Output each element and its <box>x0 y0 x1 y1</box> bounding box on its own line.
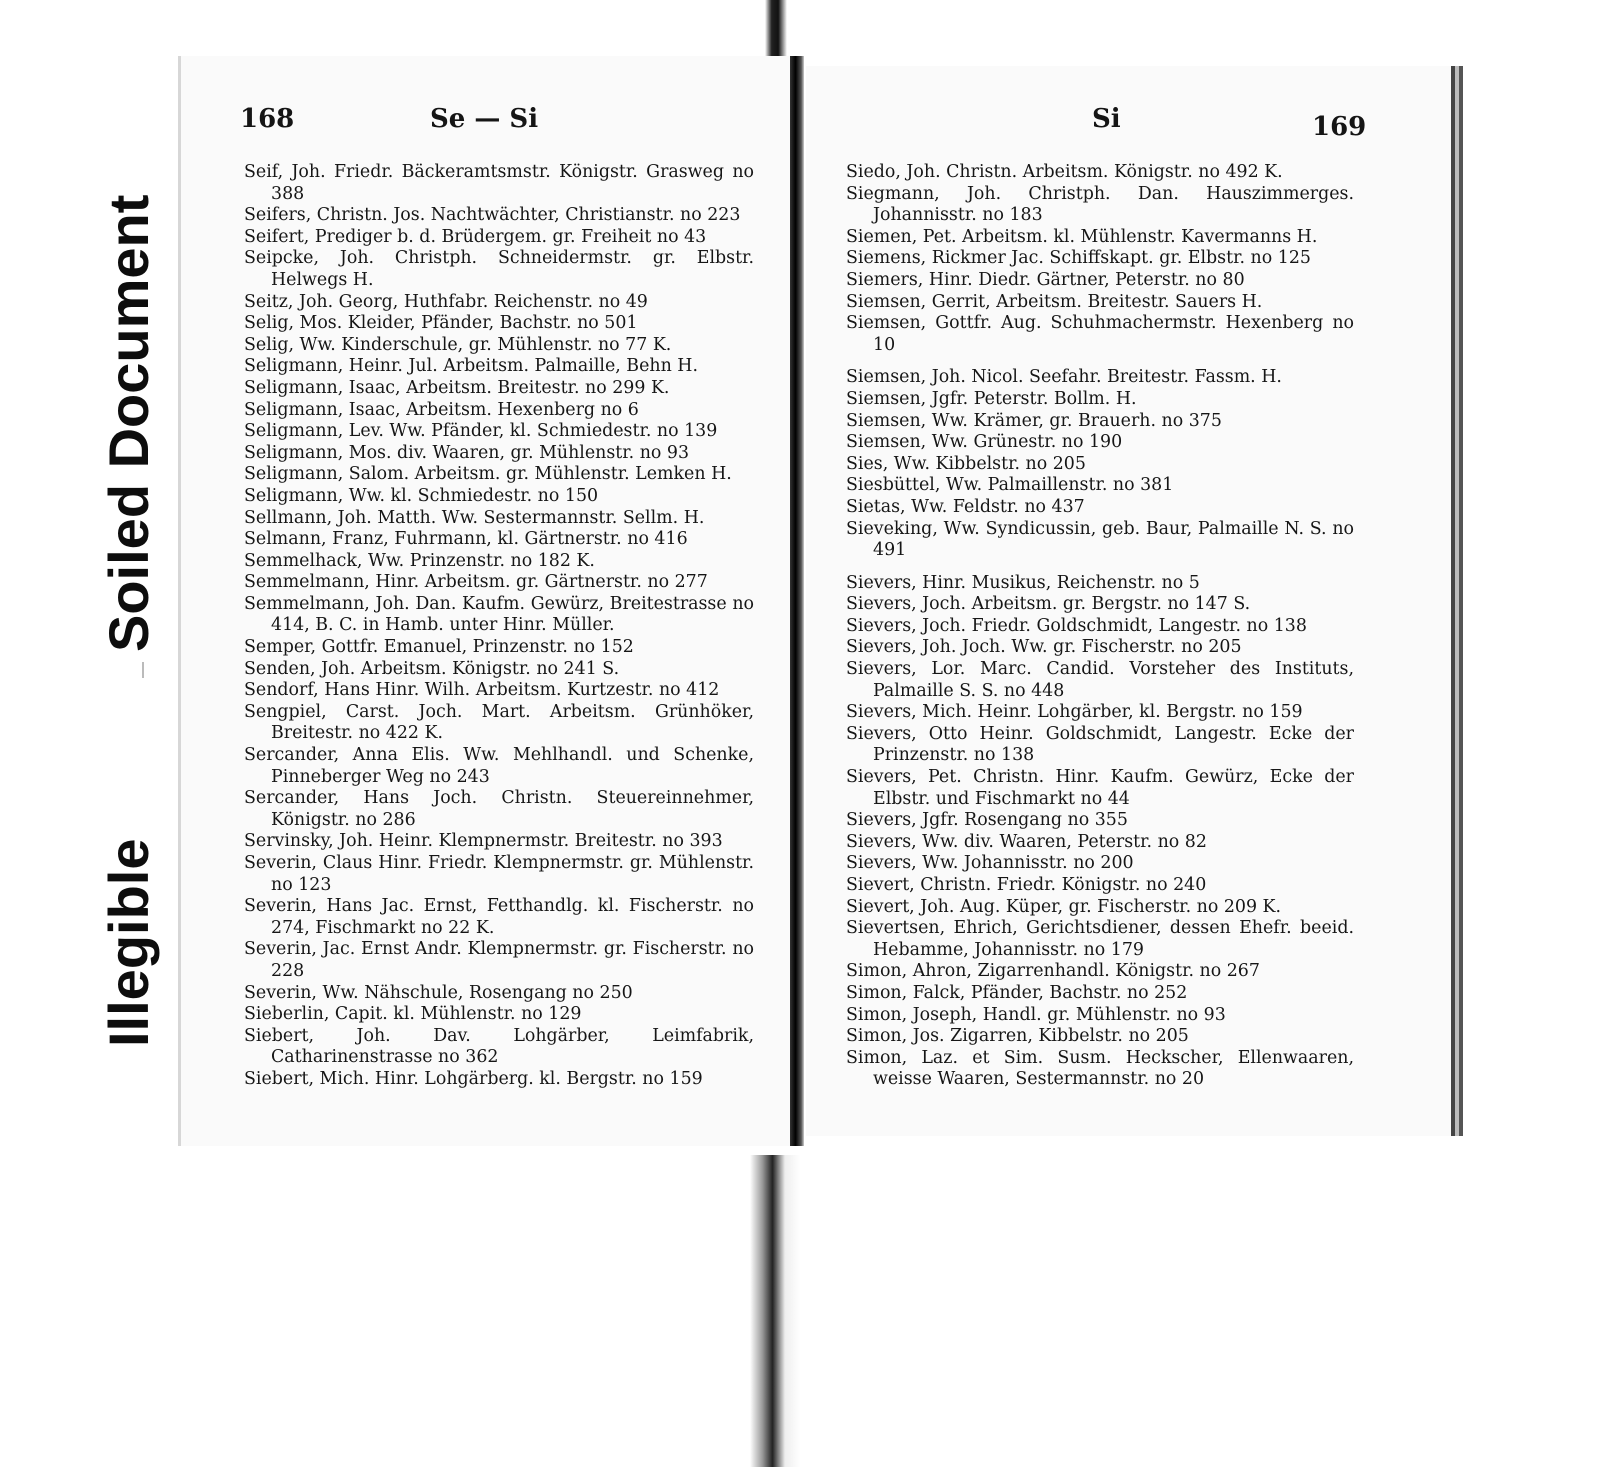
directory-entry: Seifers, Christn. Jos. Nachtwächter, Christianstr. no 223 <box>244 205 741 226</box>
binding-bottom <box>750 1155 800 1467</box>
directory-entry: Sietas, Ww. Feldstr. no 437 <box>846 496 1085 517</box>
directory-entry: Siemsen, Ww. Krämer, gr. Brauerh. no 375 <box>846 410 1222 431</box>
directory-entry: Sies, Ww. Kibbelstr. no 205 <box>846 453 1086 474</box>
directory-entry: Selmann, Franz, Fuhrmann, kl. Gärtnerstr. no 416 <box>244 529 688 550</box>
directory-entry: Seligmann, Lev. Ww. Pfänder, kl. Schmiedestr. no 139 <box>244 421 718 442</box>
directory-entry: Semmelmann, Joh. Dan. Kaufm. Gewürz, Breitestrasse no 414, B. C. in Hamb. unter Hinr. Müller. <box>244 593 754 636</box>
directory-entry: Siedo, Joh. Christn. Arbeitsm. Königstr. no 492 K. <box>846 162 1283 182</box>
directory-entry: Semmelhack, Ww. Prinzenstr. no 182 K. <box>244 550 595 571</box>
directory-entry: Simon, Joseph, Handl. gr. Mühlenstr. no 93 <box>846 1004 1226 1025</box>
directory-entry: Siemsen, Ww. Grünestr. no 190 <box>846 432 1123 453</box>
directory-entry: Sievers, Ww. Johannisstr. no 200 <box>846 853 1134 874</box>
directory-entry: Seligmann, Isaac, Arbeitsm. Breitestr. no 299 K. <box>244 377 670 398</box>
left-page-number: 168 <box>240 104 295 134</box>
left-running-head: Se — Si <box>430 104 539 134</box>
directory-entry: Sievers, Mich. Heinr. Lohgärber, kl. Bergstr. no 159 <box>846 702 1303 723</box>
stamp-divider <box>142 662 144 678</box>
directory-entry: Seifert, Prediger b. d. Brüdergem. gr. Freiheit no 43 <box>244 226 707 247</box>
directory-entry: Siemsen, Gerrit, Arbeitsm. Breitestr. Sauers H. <box>846 291 1263 312</box>
directory-entry: Siemers, Hinr. Diedr. Gärtner, Peterstr. no 80 <box>846 269 1245 290</box>
directory-entry: Siebert, Joh. Dav. Lohgärber, Leimfabrik, Catharinenstrasse no 362 <box>244 1025 754 1068</box>
directory-entry: Siegmann, Joh. Christph. Dan. Hauszimmerges. Johannisstr. no 183 <box>846 183 1354 226</box>
directory-entry: Sieberlin, Capit. kl. Mühlenstr. no 129 <box>244 1004 582 1025</box>
left-directory-entries <box>244 162 754 1091</box>
directory-entry: Siemen, Pet. Arbeitsm. kl. Mühlenstr. Kavermanns H. <box>846 226 1318 247</box>
right-directory-entries <box>846 162 1354 1091</box>
directory-entry: Severin, Jac. Ernst Andr. Klempnermstr. gr. Fischerstr. no 228 <box>244 939 754 981</box>
directory-entry: Seipcke, Joh. Christph. Schneidermstr. gr. Elbstr. Helwegs H. <box>244 248 754 290</box>
directory-entry: Siebert, Mich. Hinr. Lohgärberg. kl. Bergstr. no 159 <box>244 1068 703 1089</box>
directory-entry: Sievertsen, Ehrich, Gerichtsdiener, dessen Ehefr. beeid. Hebamme, Johannisstr. no 179 <box>846 918 1354 960</box>
directory-entry: Sievers, Joch. Arbeitsm. gr. Bergstr. no 147 S. <box>846 594 1251 615</box>
directory-entry: Sercander, Hans Joch. Christn. Steuereinnehmer, Königstr. no 286 <box>244 788 754 830</box>
directory-entry: Sievers, Pet. Christn. Hinr. Kaufm. Gewürz, Ecke der Elbstr. und Fischmarkt no 44 <box>846 767 1354 809</box>
directory-entry: Simon, Jos. Zigarren, Kibbelstr. no 205 <box>846 1026 1189 1047</box>
directory-entry: Senden, Joh. Arbeitsm. Königstr. no 241 S. <box>244 658 620 679</box>
directory-entry: Sieveking, Ww. Syndicussin, geb. Baur, Palmaille N. S. no 491 <box>846 518 1354 561</box>
directory-entry: Siesbüttel, Ww. Palmaillenstr. no 381 <box>846 475 1174 496</box>
directory-entry: Severin, Claus Hinr. Friedr. Klempnermstr. gr. Mühlenstr. no 123 <box>244 853 754 895</box>
directory-entry: Severin, Ww. Nähschule, Rosengang no 250 <box>244 982 633 1003</box>
directory-entry: Simon, Ahron, Zigarrenhandl. Königstr. no 267 <box>846 961 1260 982</box>
directory-entry: Seligmann, Salom. Arbeitsm. gr. Mühlenstr. Lemken H. <box>244 464 732 485</box>
directory-entry: Sendorf, Hans Hinr. Wilh. Arbeitsm. Kurtzestr. no 412 <box>244 680 720 701</box>
directory-entry: Seitz, Joh. Georg, Huthfabr. Reichenstr. no 49 <box>244 291 648 312</box>
directory-entry: Sievers, Ww. div. Waaren, Peterstr. no 82 <box>846 831 1207 852</box>
directory-entry: Seif, Joh. Friedr. Bäckeramtsmstr. Königstr. Grasweg no 388 <box>244 162 754 204</box>
directory-entry: Sievers, Otto Heinr. Goldschmidt, Langestr. Ecke der Prinzenstr. no 138 <box>846 723 1354 766</box>
right-page-number: 169 <box>1312 112 1367 142</box>
illegible-label: Illegible <box>97 838 160 1047</box>
directory-entry: Siemens, Rickmer Jac. Schiffskapt. gr. Elbstr. no 125 <box>846 248 1311 269</box>
directory-entry: Servinsky, Joh. Heinr. Klempnermstr. Breitestr. no 393 <box>244 831 723 852</box>
directory-entry: Seligmann, Heinr. Jul. Arbeitsm. Palmaille, Behn H. <box>244 356 698 377</box>
directory-entry: Selig, Mos. Kleider, Pfänder, Bachstr. no 501 <box>244 313 638 334</box>
directory-entry: Seligmann, Mos. div. Waaren, gr. Mühlenstr. no 93 <box>244 442 690 463</box>
directory-entry: Semper, Gottfr. Emanuel, Prinzenstr. no 152 <box>244 637 634 658</box>
soiled-document-label: Soiled Document <box>97 194 160 652</box>
directory-entry: Seligmann, Ww. kl. Schmiedestr. no 150 <box>244 485 599 506</box>
directory-entry: Siemsen, Joh. Nicol. Seefahr. Breitestr. Fassm. H. <box>846 367 1282 388</box>
directory-entry: Sievers, Jgfr. Rosengang no 355 <box>846 810 1128 831</box>
right-running-head: Si <box>1092 104 1121 134</box>
binding-top <box>765 0 787 60</box>
directory-entry: Semmelmann, Hinr. Arbeitsm. gr. Gärtnerstr. no 277 <box>244 572 708 593</box>
book-gutter <box>790 56 804 1146</box>
directory-entry: Siemsen, Jgfr. Peterstr. Bollm. H. <box>846 388 1137 409</box>
document-condition-stamp <box>60 62 184 1118</box>
directory-entry: Simon, Falck, Pfänder, Bachstr. no 252 <box>846 982 1188 1003</box>
directory-entry: Severin, Hans Jac. Ernst, Fetthandlg. kl. Fischerstr. no 274, Fischmarkt no 22 K. <box>244 896 754 938</box>
directory-entry: Seligmann, Isaac, Arbeitsm. Hexenberg no 6 <box>244 399 639 420</box>
directory-entry: Sievers, Lor. Marc. Candid. Vorsteher des Instituts, Palmaille S. S. no 448 <box>846 659 1354 701</box>
directory-entry: Selig, Ww. Kinderschule, gr. Mühlenstr. no 77 K. <box>244 334 672 355</box>
directory-entry: Sievers, Joh. Joch. Ww. gr. Fischerstr. no 205 <box>846 637 1242 658</box>
directory-entry: Sengpiel, Carst. Joch. Mart. Arbeitsm. Grünhöker, Breitestr. no 422 K. <box>244 701 754 744</box>
directory-entry: Sellmann, Joh. Matth. Ww. Sestermannstr. Sellm. H. <box>244 507 705 528</box>
directory-entry: Simon, Laz. et Sim. Susm. Heckscher, Ellenwaaren, weisse Waaren, Sestermannstr. no 20 <box>846 1047 1354 1090</box>
directory-entry: Siemsen, Gottfr. Aug. Schuhmachermstr. Hexenberg no 10 <box>846 313 1354 355</box>
directory-entry: Sievert, Joh. Aug. Küper, gr. Fischerstr. no 209 K. <box>846 896 1282 917</box>
directory-entry: Sievert, Christn. Friedr. Königstr. no 240 <box>846 875 1207 895</box>
directory-entry: Sercander, Anna Elis. Ww. Mehlhandl. und Schenke, Pinneberger Weg no 243 <box>244 745 754 787</box>
directory-entry: Sievers, Hinr. Musikus, Reichenstr. no 5 <box>846 572 1200 593</box>
directory-entry: Sievers, Joch. Friedr. Goldschmidt, Langestr. no 138 <box>846 615 1307 636</box>
